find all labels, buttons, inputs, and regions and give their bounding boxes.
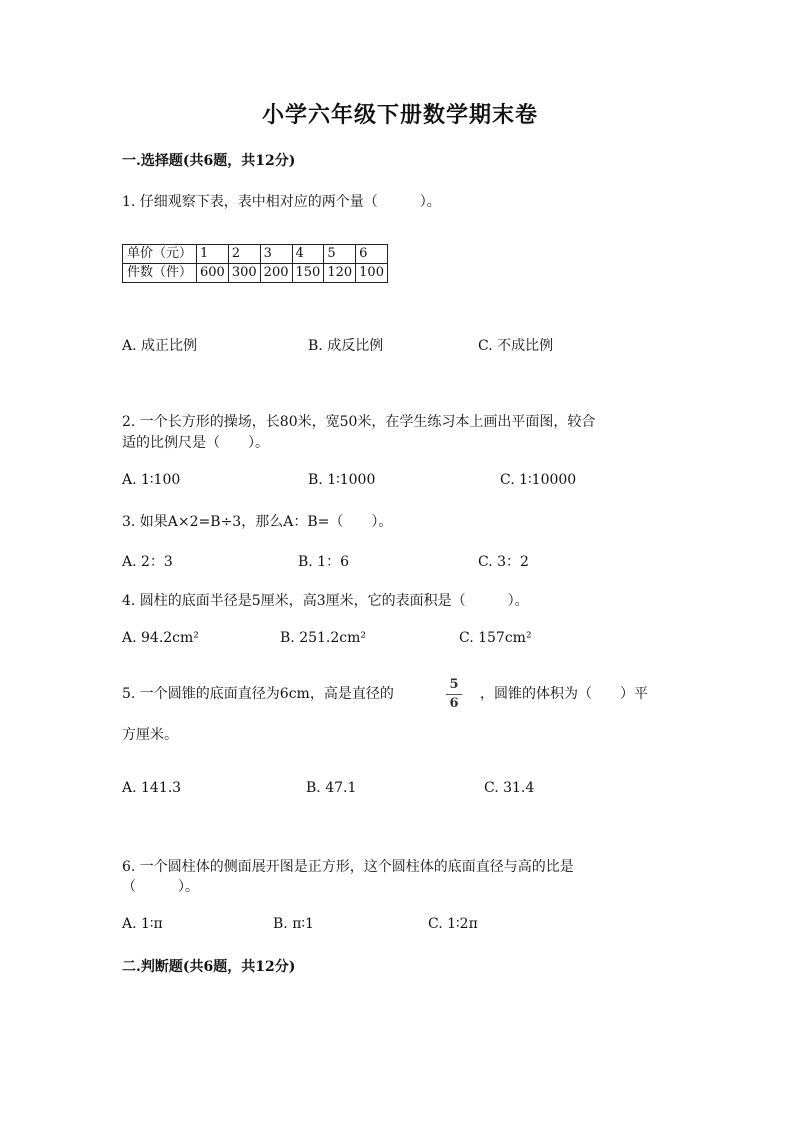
- q5-option-a: A. 141.3: [122, 780, 182, 796]
- q2-option-c: C. 1∶10000: [500, 472, 577, 488]
- fraction-denominator: 6: [449, 696, 459, 711]
- q1-option-a: A. 成正比例: [122, 338, 198, 354]
- q6-option-c: C. 1∶2π: [428, 916, 478, 932]
- q3-option-c: C. 3：2: [478, 554, 529, 570]
- table-cell: 600: [197, 264, 229, 283]
- q6-option-b: B. π∶1: [273, 916, 314, 932]
- table-cell: 件数（件）: [123, 264, 197, 283]
- question-5-part-2: ，圆锥的体积为（ ）平: [480, 686, 648, 702]
- q4-option-a: A. 94.2cm²: [122, 630, 199, 646]
- question-4-text: 4. 圆柱的底面半径是5厘米，高3厘米，它的表面积是（ ）。: [122, 593, 529, 609]
- q4-option-b: B. 251.2cm²: [280, 630, 366, 646]
- question-3-text: 3. 如果A×2=B÷3，那么A：B=（ ）。: [122, 514, 393, 530]
- question-2-line-1: 2. 一个长方形的操场，长80米，宽50米，在学生练习本上画出平面图，较合: [122, 414, 596, 430]
- table-cell: 150: [292, 264, 324, 283]
- table-cell: 120: [324, 264, 356, 283]
- fraction-five-sixths: [444, 677, 464, 712]
- table-cell: 100: [356, 264, 388, 283]
- q5-option-c: C. 31.4: [484, 780, 535, 796]
- table-cell: 4: [292, 245, 324, 264]
- table-row: [123, 245, 388, 264]
- table-cell: 300: [228, 264, 260, 283]
- q1-option-c: C. 不成比例: [478, 338, 554, 354]
- question-5-part-1: 5. 一个圆锥的底面直径为6cm，高是直径的: [122, 686, 394, 702]
- table-cell: 5: [324, 245, 356, 264]
- section-heading-judgement: 二.判断题(共6题，共12分): [122, 959, 296, 975]
- table-cell: 3: [260, 245, 292, 264]
- fraction-bar: [446, 694, 462, 695]
- q3-option-a: A. 2：3: [122, 554, 173, 570]
- table-cell: 1: [197, 245, 229, 264]
- table-cell: 200: [260, 264, 292, 283]
- price-quantity-table: [122, 244, 388, 283]
- fraction-numerator: 5: [449, 677, 459, 692]
- question-5-line-2: 方厘米。: [122, 727, 178, 743]
- q2-option-a: A. 1∶100: [122, 472, 181, 488]
- q3-option-b: B. 1：6: [298, 554, 350, 570]
- table-cell: 2: [228, 245, 260, 264]
- q6-option-a: A. 1∶π: [122, 916, 163, 932]
- table-row: [123, 264, 388, 283]
- table-cell: 6: [356, 245, 388, 264]
- question-6-line-1: 6. 一个圆柱体的侧面展开图是正方形，这个圆柱体的底面直径与高的比是: [122, 859, 574, 875]
- question-1-text: 1. 仔细观察下表，表中相对应的两个量（ ）。: [122, 194, 441, 210]
- q2-option-b: B. 1∶1000: [308, 472, 376, 488]
- table-cell: 单价（元）: [123, 245, 197, 264]
- question-6-line-2: （ ）。: [122, 879, 199, 895]
- page-title: 小学六年级下册数学期末卷: [261, 102, 538, 128]
- q1-option-b: B. 成反比例: [308, 338, 384, 354]
- question-2-line-2: 适的比例尺是（ ）。: [122, 435, 269, 451]
- section-heading-choice: 一.选择题(共6题，共12分): [122, 153, 296, 169]
- q5-option-b: B. 47.1: [306, 780, 357, 796]
- q4-option-c: C. 157cm²: [459, 630, 532, 646]
